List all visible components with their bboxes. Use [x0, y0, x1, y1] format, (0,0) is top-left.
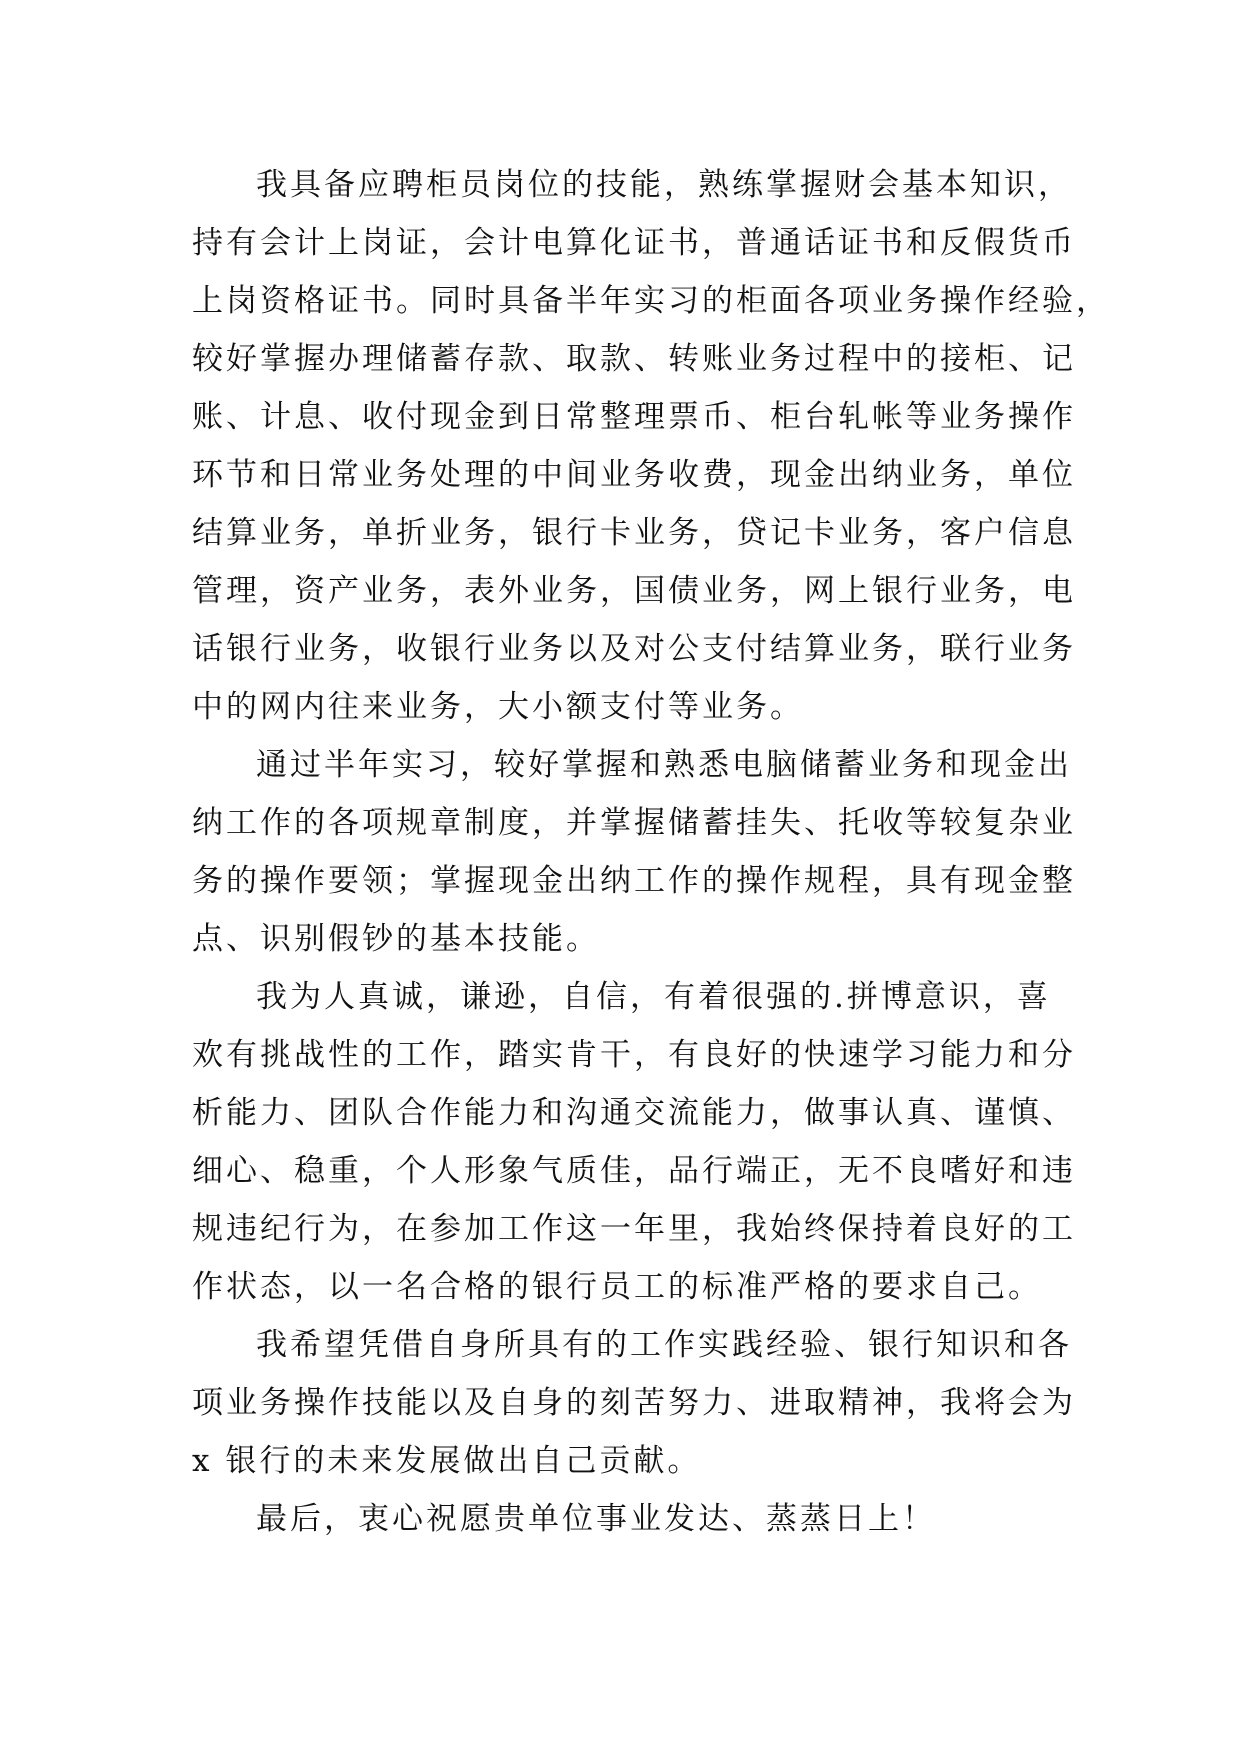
text-line: 我具备应聘柜员岗位的技能，熟练掌握财会基本知识， [256, 167, 1072, 203]
text-line: 持有会计上岗证，会计电算化证书，普通话证书和反假货币 [192, 225, 1076, 261]
paragraph-internship [192, 736, 1092, 968]
text-line: 项业务操作技能以及自身的刻苦努力、进取精神，我将会为 [192, 1385, 1076, 1421]
text-line: 话银行业务，收银行业务以及对公支付结算业务，联行业务 [192, 631, 1076, 667]
text-line: 上岗资格证书。同时具备半年实习的柜面各项业务操作经验， [192, 283, 1110, 319]
text-line: 结算业务，单折业务，银行卡业务，贷记卡业务，客户信息 [192, 515, 1076, 551]
text-line: 欢有挑战性的工作，踏实肯干，有良好的快速学习能力和分 [192, 1037, 1076, 1073]
text-line: 我为人真诚，谦逊，自信，有着很强的.拼博意识，喜 [256, 979, 1051, 1015]
text-line: 作状态，以一名合格的银行员工的标准严格的要求自己。 [192, 1269, 1042, 1305]
text-line: 务的操作要领；掌握现金出纳工作的操作规程，具有现金整 [192, 863, 1076, 899]
text-line: 最后，衷心祝愿贵单位事业发达、蒸蒸日上！ [256, 1501, 936, 1537]
text-line: 管理，资产业务，表外业务，国债业务，网上银行业务，电 [192, 573, 1076, 609]
text-line: 环节和日常业务处理的中间业务收费，现金出纳业务，单位 [192, 457, 1076, 493]
text-line: 我希望凭借自身所具有的工作实践经验、银行知识和各 [256, 1327, 1072, 1363]
paragraph-personality [192, 968, 1092, 1316]
paragraph-skills [192, 156, 1110, 736]
text-line: 规违纪行为，在参加工作这一年里，我始终保持着良好的工 [192, 1211, 1076, 1247]
text-line: x 银行的未来发展做出自己贡献。 [192, 1443, 702, 1479]
document-body [192, 156, 1110, 1548]
text-line: 中的网内往来业务，大小额支付等业务。 [192, 689, 804, 725]
text-line: 纳工作的各项规章制度，并掌握储蓄挂失、托收等较复杂业 [192, 805, 1076, 841]
text-line: 账、计息、收付现金到日常整理票币、柜台轧帐等业务操作 [192, 399, 1076, 435]
text-line: 通过半年实习，较好掌握和熟悉电脑储蓄业务和现金出 [256, 747, 1072, 783]
text-line: 点、识别假钞的基本技能。 [192, 921, 600, 957]
paragraph-closing [192, 1490, 1092, 1548]
text-line: 析能力、团队合作能力和沟通交流能力，做事认真、谨慎、 [192, 1095, 1076, 1131]
paragraph-aspiration [192, 1316, 1092, 1490]
text-line: 较好掌握办理储蓄存款、取款、转账业务过程中的接柜、记 [192, 341, 1076, 377]
text-line: 细心、稳重，个人形象气质佳，品行端正，无不良嗜好和违 [192, 1153, 1076, 1189]
